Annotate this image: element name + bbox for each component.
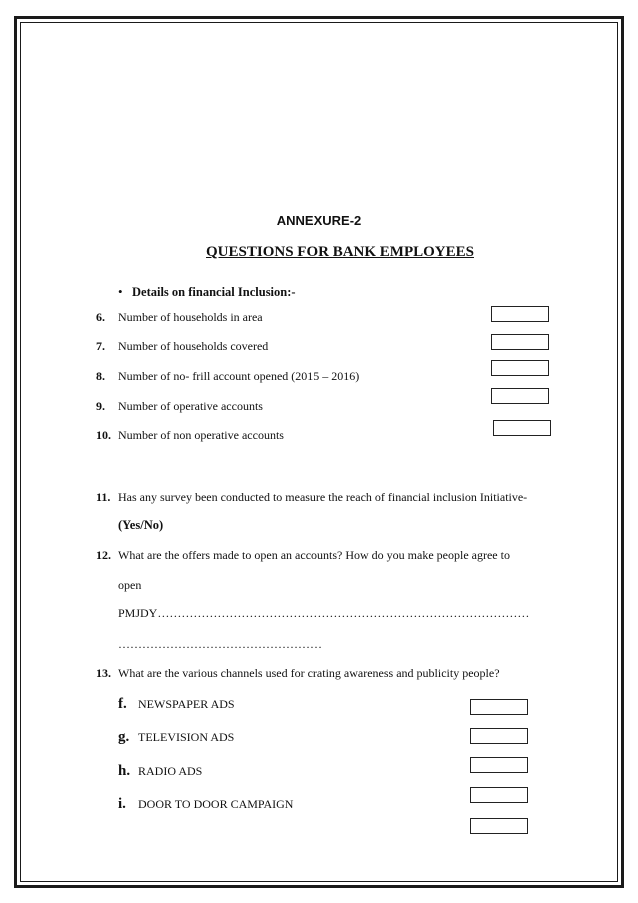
question-7 bbox=[96, 339, 268, 354]
question-number: 9. bbox=[96, 399, 105, 413]
answer-box-radio[interactable] bbox=[470, 757, 528, 773]
question-12-line-2: open bbox=[118, 578, 142, 592]
question-number: 13. bbox=[96, 666, 111, 680]
question-10 bbox=[96, 428, 284, 443]
question-number: 6. bbox=[96, 310, 105, 324]
answer-box-7[interactable] bbox=[491, 334, 549, 350]
channel-letter: g. bbox=[118, 729, 130, 745]
answer-box-10[interactable] bbox=[493, 420, 551, 436]
channel-letter: f. bbox=[118, 696, 127, 712]
channel-letter: h. bbox=[118, 763, 131, 779]
question-number: 12. bbox=[96, 548, 111, 562]
channel-label: NEWSPAPER ADS bbox=[138, 697, 235, 711]
question-text: Has any survey been conducted to measure the reach of financial inclusion Initiative- bbox=[118, 490, 528, 504]
question-number: 7. bbox=[96, 339, 105, 353]
question-text: Number of non operative accounts bbox=[118, 428, 284, 442]
question-9 bbox=[96, 399, 263, 414]
pmjdy-answer-line[interactable]: PMJDY………………………………………………………………………………… bbox=[118, 606, 530, 620]
answer-box-8[interactable] bbox=[491, 360, 549, 376]
question-number: 10. bbox=[96, 428, 111, 442]
question-number: 11. bbox=[96, 490, 111, 504]
channel-television bbox=[118, 729, 234, 746]
page-title: QUESTIONS FOR BANK EMPLOYEES bbox=[206, 244, 474, 260]
channel-label: RADIO ADS bbox=[138, 764, 203, 778]
answer-box-extra[interactable] bbox=[470, 818, 528, 834]
annexure-heading: ANNEXURE-2 bbox=[276, 213, 362, 228]
channel-letter: i. bbox=[118, 796, 126, 812]
question-12 bbox=[96, 548, 510, 563]
channel-radio bbox=[118, 763, 202, 780]
question-text: Number of households in area bbox=[118, 310, 263, 324]
question-text: Number of no- frill account opened (2015 – 2016) bbox=[118, 369, 360, 383]
channel-label: DOOR TO DOOR CAMPAIGN bbox=[138, 797, 294, 811]
section-heading: Details on financial Inclusion:- bbox=[132, 285, 296, 299]
page-border-inner bbox=[20, 22, 618, 882]
answer-box-6[interactable] bbox=[491, 306, 549, 322]
answer-box-9[interactable] bbox=[491, 388, 549, 404]
question-11 bbox=[96, 490, 527, 505]
section-bullet bbox=[118, 284, 296, 300]
bullet-icon: • bbox=[118, 284, 123, 299]
question-13 bbox=[96, 666, 500, 681]
channel-newspaper bbox=[118, 696, 235, 713]
question-8 bbox=[96, 369, 359, 384]
channel-door-to-door bbox=[118, 796, 293, 813]
yes-no-answer: (Yes/No) bbox=[118, 518, 164, 532]
channel-label: TELEVISION ADS bbox=[138, 730, 235, 744]
answer-box-door-to-door[interactable] bbox=[470, 787, 528, 803]
question-6 bbox=[96, 310, 263, 325]
answer-dotted-line[interactable]: …………………………………………… bbox=[118, 637, 322, 651]
question-text: Number of operative accounts bbox=[118, 399, 263, 413]
question-text: Number of households covered bbox=[118, 339, 269, 353]
answer-box-television[interactable] bbox=[470, 728, 528, 744]
question-number: 8. bbox=[96, 369, 105, 383]
answer-box-newspaper[interactable] bbox=[470, 699, 528, 715]
question-text: What are the offers made to open an accounts? How do you make people agree to bbox=[118, 548, 510, 562]
question-text: What are the various channels used for crating awareness and publicity people? bbox=[118, 666, 500, 680]
